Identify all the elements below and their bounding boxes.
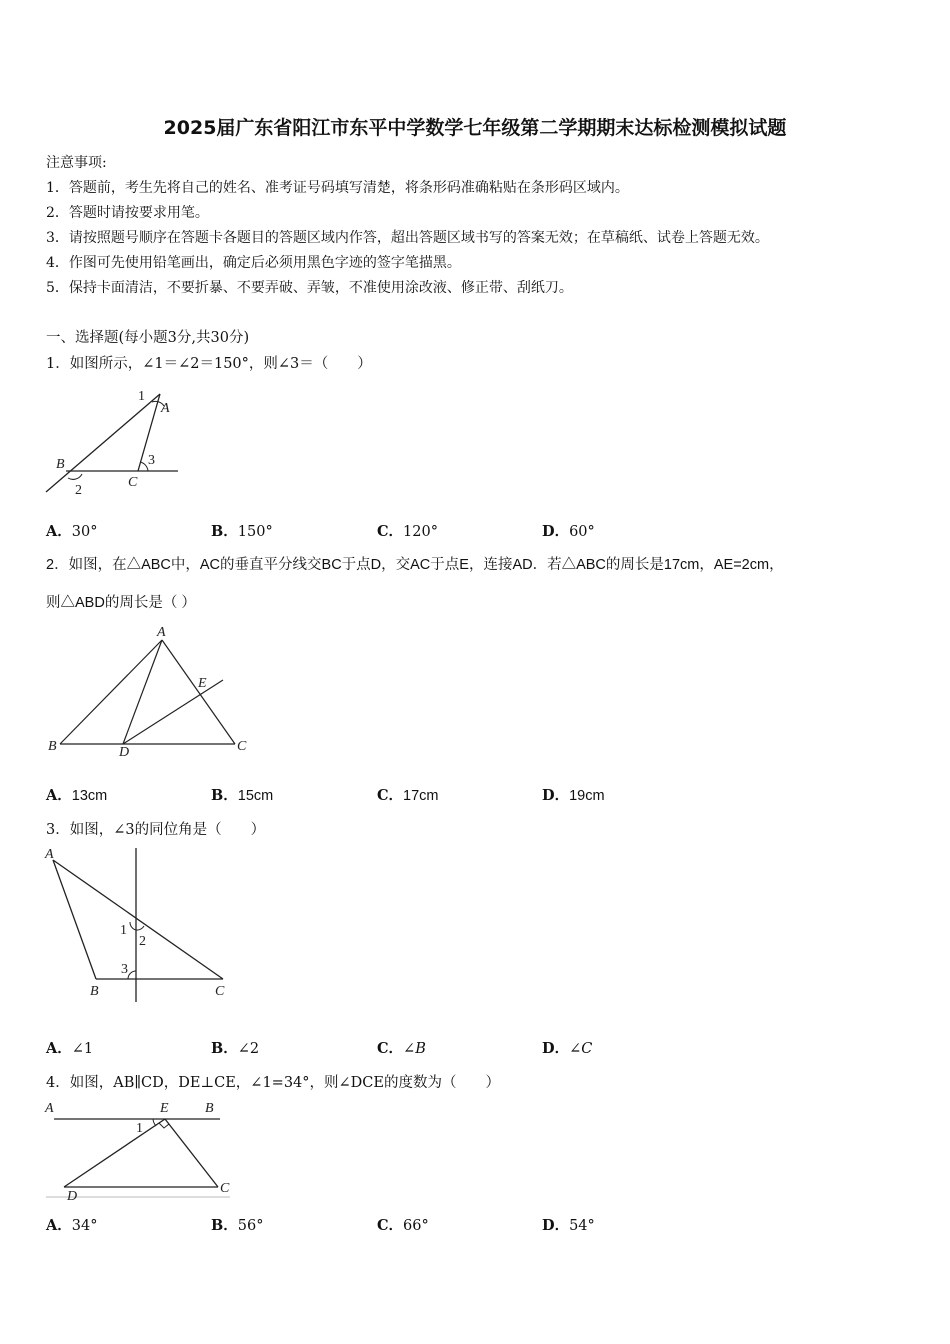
question-3-stem: 3．如图，∠3的同位角是（ ）: [46, 822, 266, 838]
question-2-figure: [40, 620, 270, 765]
option-d[interactable]: D．19cm: [542, 787, 605, 804]
option-b[interactable]: B．150°: [211, 523, 273, 540]
label-e: E: [160, 1101, 169, 1116]
option-c[interactable]: C．66°: [377, 1217, 429, 1234]
label-a: A: [45, 1101, 54, 1116]
option-b[interactable]: B．56°: [211, 1217, 264, 1234]
label-c: C: [237, 739, 247, 754]
question-4-stem: 4．如图，AB∥CD，DE⊥CE，∠1=34°，则∠DCE的度数为（ ）: [46, 1075, 500, 1091]
option-b[interactable]: B．∠2: [211, 1040, 260, 1057]
option-a[interactable]: A．∠1: [46, 1040, 94, 1057]
question-4-figure: [40, 1094, 240, 1204]
label-2: 2: [75, 483, 82, 498]
option-d[interactable]: D．∠C: [542, 1040, 593, 1057]
label-1: 1: [136, 1121, 143, 1136]
label-e: E: [198, 676, 207, 691]
question-2-stem-line2: 则△ABD的周长是（ ）: [46, 595, 196, 611]
option-a[interactable]: A．34°: [46, 1217, 98, 1234]
label-1: 1: [138, 389, 145, 404]
option-c[interactable]: C．120°: [377, 523, 438, 540]
label-d: D: [67, 1189, 78, 1204]
option-b[interactable]: B．15cm: [211, 787, 274, 804]
option-a[interactable]: A．13cm: [46, 787, 108, 804]
notice-item: 4．作图可先使用铅笔画出，确定后必须用黑色字迹的签字笔描黑。: [46, 255, 461, 271]
label-c: C: [215, 984, 225, 999]
page-title: 2025届广东省阳江市东平中学数学七年级第二学期期末达标检测模拟试题: [163, 117, 787, 139]
label-c: C: [128, 475, 138, 490]
label-3: 3: [148, 453, 155, 468]
notice-item: 2．答题时请按要求用笔。: [46, 205, 209, 221]
option-a[interactable]: A．30°: [46, 523, 98, 540]
notice-item: 3．请按照题号顺序在答题卡各题目的答题区域内作答，超出答题区域书写的答案无效；在草稿纸、试卷上答题无效。: [46, 230, 769, 246]
option-c[interactable]: C．17cm: [377, 787, 439, 804]
notice-item: 5．保持卡面清洁，不要折暴、不要弄破、弄皱，不准使用涂改液、修正带、刮纸刀。: [46, 280, 573, 296]
option-d[interactable]: D．60°: [542, 523, 595, 540]
label-c: C: [220, 1181, 230, 1196]
label-b: B: [48, 739, 57, 754]
label-a: A: [157, 625, 166, 640]
label-d: D: [119, 745, 130, 760]
question-2-stem-line1: 2．如图，在△ABC中，AC的垂直平分线交BC于点D，交AC于点E，连接AD．若△ABC的周长是17cm，AE=2cm，: [46, 557, 784, 573]
label-2: 2: [139, 934, 146, 949]
label-b: B: [90, 984, 99, 999]
label-b: B: [56, 457, 65, 472]
option-d[interactable]: D．54°: [542, 1217, 595, 1234]
section-heading: 一、选择题(每小题3分,共30分): [46, 330, 250, 346]
label-1: 1: [120, 923, 127, 938]
option-c[interactable]: C．∠B: [377, 1040, 426, 1057]
notice-item: 1．答题前，考生先将自己的姓名、准考证号码填写清楚，将条形码准确粘贴在条形码区域内。: [46, 180, 629, 196]
label-b: B: [205, 1101, 214, 1116]
question-1-figure: [40, 380, 190, 500]
question-1-stem: 1．如图所示，∠1＝∠2＝150°，则∠3＝（ ）: [46, 356, 372, 372]
label-a: A: [45, 847, 54, 862]
label-3: 3: [121, 962, 128, 977]
label-a: A: [161, 401, 170, 416]
notice-heading: 注意事项:: [46, 155, 107, 171]
question-3-figure: [40, 842, 240, 1007]
